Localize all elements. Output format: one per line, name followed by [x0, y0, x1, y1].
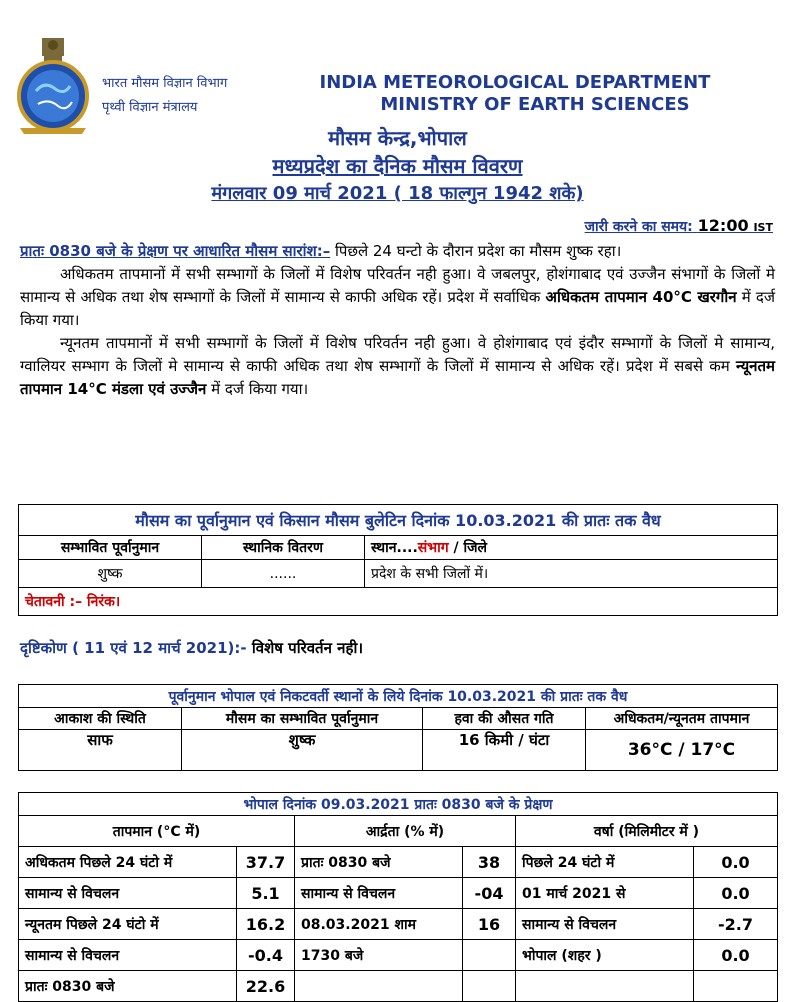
table-row [19, 847, 778, 878]
weather-summary [20, 240, 775, 401]
obs-temp-label: न्यूनतम पिछले 24 घंटो में [19, 909, 237, 940]
obs-rain-label [516, 971, 694, 1002]
district-label: / जिले [448, 540, 487, 556]
report-title: मध्यप्रदेश का दैनिक मौसम विवरण [272, 154, 523, 178]
obs-humidity-label: 1730 बजे [295, 940, 463, 971]
obs-humidity-label: प्रातः 0830 बजे [295, 847, 463, 878]
hindi-department-name [102, 72, 227, 120]
obs-humidity-value [463, 971, 516, 1002]
report-titles [0, 124, 795, 208]
observation-rows [19, 847, 778, 1002]
bhopal-col-temp: अधिकतम/न्यूनतम तापमान [586, 708, 778, 730]
max-temp-paragraph [20, 263, 775, 332]
outlook-text: विशेष परिवर्तन नही। [246, 639, 364, 657]
obs-temp-label: सामान्य से विचलन [19, 940, 237, 971]
obs-temp-value: 37.7 [237, 847, 295, 878]
obs-rain-label: भोपाल (शहर ) [516, 940, 694, 971]
bhopal-wind-value: 16 किमी / घंटा [423, 730, 586, 771]
min-temp-paragraph [20, 332, 775, 401]
obs-humidity-label: 08.03.2021 शाम [295, 909, 463, 940]
obs-humidity-label: सामान्य से विचलन [295, 878, 463, 909]
table-row [19, 940, 778, 971]
observation-title: भोपाल दिनांक 09.03.2021 प्रातः 0830 बजे के प्रेक्षण [19, 793, 778, 816]
bhopal-forecast-table [18, 684, 778, 771]
max-temp-tail: में दर्ज किया गया। [20, 288, 775, 329]
issue-zone: IST [753, 221, 773, 234]
division-label: संभाग [417, 540, 449, 556]
bhopal-col-sky: आकाश की स्थिति [19, 708, 182, 730]
issue-time [585, 216, 773, 236]
forecast-col-location [365, 536, 778, 560]
imd-emblem-icon [14, 36, 92, 136]
forecast-prediction-value: शुष्क [19, 560, 202, 588]
obs-temp-value: -0.4 [237, 940, 295, 971]
forecast-col-distribution: स्थानिक वितरण [202, 536, 365, 560]
obs-rain-value: 0.0 [694, 940, 778, 971]
obs-temp-value: 5.1 [237, 878, 295, 909]
bhopal-col-weather: मौसम का सम्भावित पूर्वानुमान [182, 708, 423, 730]
min-temp-text: न्यूनतम तापमानों में सभी सम्भागों के जिलों में विशेष परिवर्तन नही हुआ। वे होशंगाबाद एवं इंदौर सम्भागों के जिलों मे सामान्य, ग्वालियर सम्भाग के जिलों मे सामान्य से काफी अधिक तथा शेष सम्भागों के जिलों में सामान्य से अधिक रहें। प्रदेश में सबसे कम [20, 334, 775, 375]
bhopal-weather-value: शुष्क [182, 730, 423, 771]
english-department-name [310, 72, 720, 116]
obs-humidity-value: 38 [463, 847, 516, 878]
bhopal-forecast-title: पूर्वानुमान भोपाल एवं निकटवर्ती स्थानों के लिये दिनांक 10.03.2021 की प्रातः तक वैध [19, 685, 778, 708]
max-temp-highlight: अधिकतम तापमान 40°C खरगौन [545, 288, 737, 306]
obs-col-rain: वर्षा (मिलिमीटर में ) [516, 816, 778, 847]
table-row [19, 878, 778, 909]
obs-rain-label: पिछले 24 घंटो में [516, 847, 694, 878]
obs-rain-label: 01 मार्च 2021 से [516, 878, 694, 909]
table-row [19, 971, 778, 1002]
observation-table [18, 792, 778, 1002]
obs-col-temp: तापमान (°C में) [19, 816, 295, 847]
obs-rain-label: सामान्य से विचलन [516, 909, 694, 940]
obs-temp-value: 16.2 [237, 909, 295, 940]
obs-rain-value: 0.0 [694, 878, 778, 909]
obs-rain-value: -2.7 [694, 909, 778, 940]
warning-text: चेतावनी :– निरंक। [19, 588, 778, 616]
forecast-distribution-value: ...... [202, 560, 365, 588]
bhopal-sky-value: साफ [19, 730, 182, 771]
obs-humidity-value [463, 940, 516, 971]
max-temp-text: अधिकतम तापमानों में सभी सम्भागों के जिलों में विशेष परिवर्तन नही हुआ। वे जबलपुर, होशंगाबाद एवं उज्जैन संभागों के जिलों मे सामान्य से अधिक तथा शेष सम्भागों के जिलों में सामान्य से काफी अधिक रहें। प्रदेश में सर्वाधिक [20, 265, 775, 306]
summary-intro-text: पिछले 24 घन्टो के दौरान प्रदेश का मौसम शुष्क रहा। [330, 242, 622, 260]
issue-label: जारी करने का समय: [584, 219, 693, 235]
forecast-table [18, 504, 778, 616]
obs-humidity-value: -04 [463, 878, 516, 909]
obs-temp-value: 22.6 [237, 971, 295, 1002]
page-header [0, 0, 795, 204]
forecast-col-prediction: सम्भावित पूर्वानुमान [19, 536, 202, 560]
obs-humidity-label [295, 971, 463, 1002]
hindi-ministry-line: पृथ्वी विज्ञान मंत्रालय [102, 100, 198, 115]
obs-temp-label: सामान्य से विचलन [19, 878, 237, 909]
min-temp-highlight: न्यूनतम तापमान 14°C मंडला एवं उज्जैन [20, 357, 775, 398]
summary-heading: प्रातः 0830 बजे के प्रेक्षण पर आधारित मौसम सारांश:– [20, 242, 331, 260]
table-row [19, 909, 778, 940]
obs-humidity-value: 16 [463, 909, 516, 940]
obs-col-humidity: आर्द्रता (% में) [295, 816, 516, 847]
min-temp-tail: में दर्ज किया गया। [206, 380, 309, 398]
eng-dept-line: INDIA METEOROLOGICAL DEPARTMENT [319, 72, 711, 93]
outlook [20, 638, 363, 658]
summary-intro [20, 240, 775, 263]
bhopal-col-wind: हवा की औसत गति [423, 708, 586, 730]
centre-title: मौसम केन्द्र,भोपाल [328, 126, 467, 150]
bhopal-temp-value: 36°C / 17°C [586, 730, 778, 771]
obs-rain-value [694, 971, 778, 1002]
outlook-label: दृष्टिकोण ( 11 एवं 12 मार्च 2021):- [20, 639, 247, 657]
forecast-title: मौसम का पूर्वानुमान एवं किसान मौसम बुलेटिन दिनांक 10.03.2021 की प्रातः तक वैध [19, 505, 778, 536]
issue-time-value: 12:00 [697, 216, 749, 235]
obs-rain-value: 0.0 [694, 847, 778, 878]
eng-ministry-line: MINISTRY OF EARTH SCIENCES [380, 94, 690, 115]
forecast-location-value: प्रदेश के सभी जिलों में। [365, 560, 778, 588]
obs-temp-label: प्रातः 0830 बजे [19, 971, 237, 1002]
report-date: मंगलवार 09 मार्च 2021 ( 18 फाल्गुन 1942 शके) [211, 183, 584, 204]
obs-temp-label: अधिकतम पिछले 24 घंटो में [19, 847, 237, 878]
hindi-dept-line: भारत मौसम विज्ञान विभाग [102, 76, 228, 91]
location-label: स्थान.... [371, 540, 418, 556]
